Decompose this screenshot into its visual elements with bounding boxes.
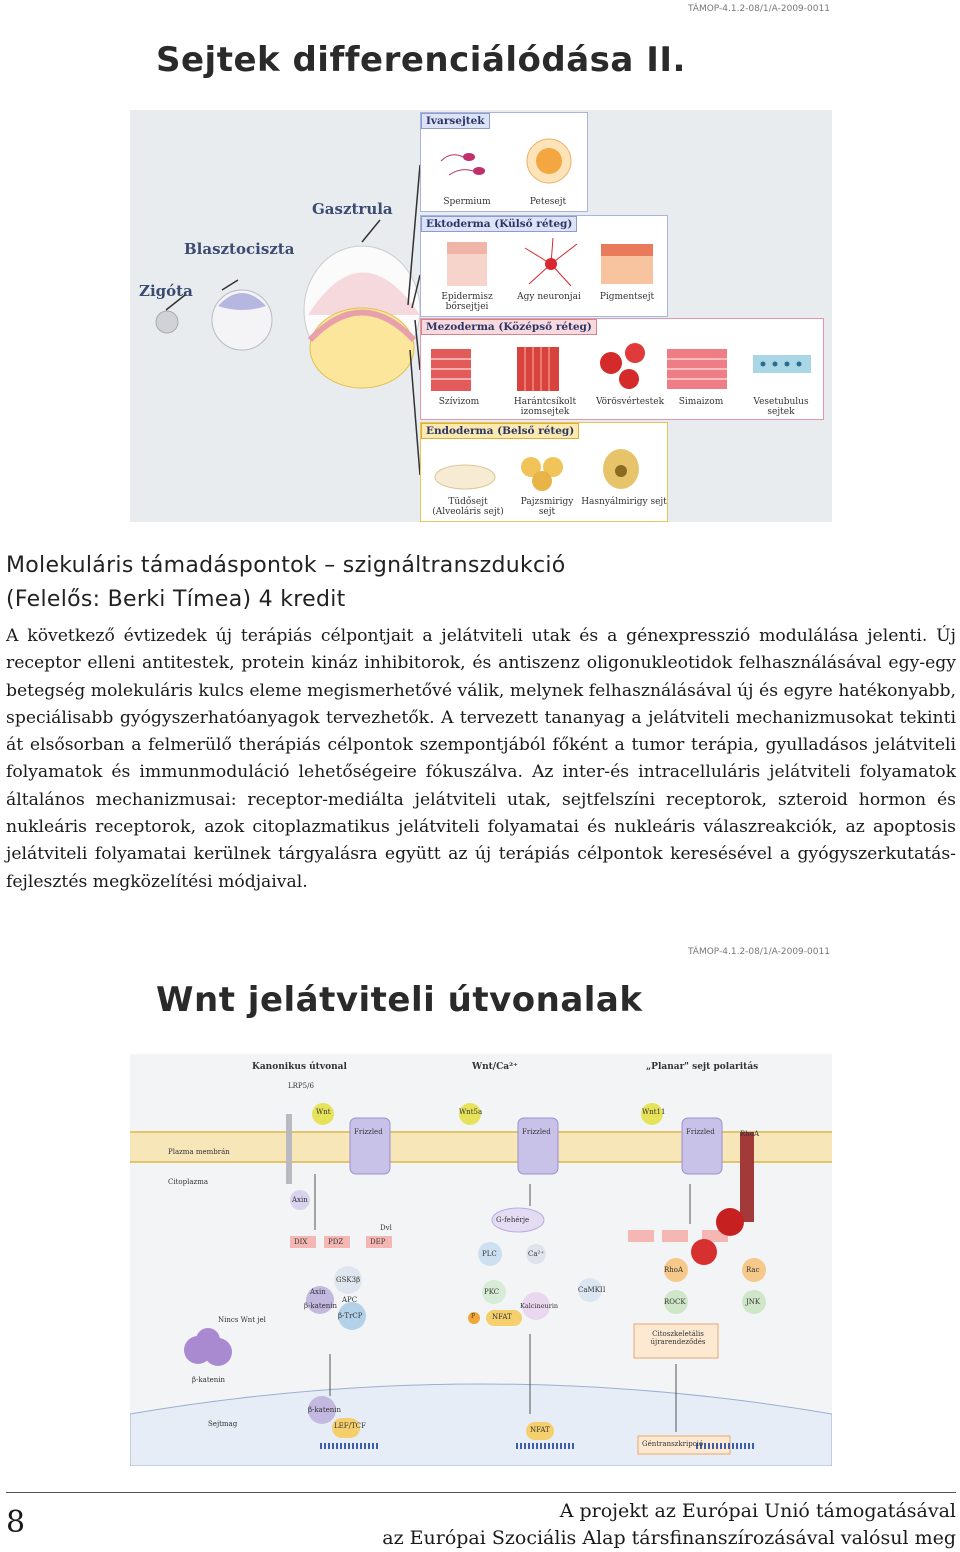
blastocyst-label: Blasztociszta	[184, 240, 295, 258]
lef-label: LEF/TCF	[334, 1422, 366, 1430]
wnt5a-label: Wnt5a	[459, 1108, 483, 1116]
bcat-label: β-katenin	[304, 1302, 338, 1310]
no-wnt-label: Nincs Wnt jel	[218, 1316, 266, 1324]
slide1-figure	[130, 110, 832, 522]
endoderm-panel	[420, 422, 668, 522]
col-wnt-ca: Wnt/Ca²⁺	[472, 1062, 518, 1072]
camkii-label: CaMKII	[578, 1286, 606, 1294]
cyto-remodel-label: Citoszkeletális újrarendeződés	[650, 1330, 706, 1346]
gsk-label: GSK3β	[336, 1276, 361, 1284]
endoderm-header: Endoderma (Belső réteg)	[421, 423, 579, 439]
calcineurin-label: Kalcineurin	[520, 1302, 559, 1310]
mesoderm-icons	[421, 339, 823, 395]
endo-item-1: Tüdősejt (Alveoláris sejt)	[432, 497, 504, 517]
germ-item-1: Spermium	[443, 197, 491, 207]
meso-item-5: Vesetubulus sejtek	[753, 397, 809, 417]
ectoderm-icons	[421, 234, 667, 292]
mesoderm-header: Mezoderma (Középső réteg)	[421, 319, 597, 335]
dix-label: DIX	[294, 1238, 308, 1246]
p-label: P	[471, 1313, 476, 1320]
slide2-title: Wnt jelátviteli útvonalak	[156, 980, 643, 1020]
col-planar: „Planar" sejt polaritás	[646, 1062, 759, 1072]
apc-label: APC	[342, 1296, 358, 1304]
ecto-item-2: Agy neuronjai	[517, 292, 581, 302]
footer-divider	[6, 1492, 956, 1493]
gprot-label: G-fehérje	[496, 1216, 530, 1224]
meso-item-2: Harántcsíkolt izomsejtek	[513, 397, 577, 417]
sperm-egg-icon	[421, 131, 587, 191]
endo-item-2: Pajzsmirigy sejt	[520, 497, 574, 517]
slide1-code: TÁMOP-4.1.2-08/1/A-2009-0011	[688, 4, 830, 14]
zygote-label: Zigóta	[139, 282, 193, 300]
germ-cells-header: Ivarsejtek	[421, 113, 490, 129]
membrane-label: Plazma membrán	[168, 1148, 230, 1156]
slide2-figure	[130, 1054, 832, 1466]
nucleus-label: Sejtmag	[208, 1420, 238, 1428]
gastrula-label: Gasztrula	[312, 200, 393, 218]
dvl-label: Dvl	[380, 1224, 392, 1232]
meso-item-1: Szívizom	[438, 397, 480, 407]
page-number: 8	[6, 1505, 26, 1540]
section-title-line1: Molekuláris támadáspontok – szignáltranszdukció	[6, 553, 566, 578]
ecto-item-1: Epidermisz bőrsejtjei	[441, 292, 493, 312]
footer-line1: A projekt az Európai Unió támogatásával	[559, 1500, 956, 1522]
rhoa2-label: RhoA	[664, 1266, 684, 1274]
pkc-label: PKC	[484, 1288, 500, 1296]
bcat2-label: β-katenin	[192, 1376, 226, 1384]
bcat3-label: β-katenin	[308, 1406, 342, 1414]
gene-label: Géntranszkripció	[642, 1440, 704, 1448]
germ-cells-panel	[420, 112, 588, 212]
ectoderm-header: Ektoderma (Külső réteg)	[421, 216, 577, 232]
section-paragraph: A következő évtizedek új terápiás célpontjait a jelátviteli utak és a génexpresszió modulálása jelenti. Új receptor elleni antitestek, protein kináz inhibitorok, és antiszenz oligonukleotidok felhasználásával egy-egy betegség molekuláris kulcs eleme megismerhetővé válik, melynek felhasználásával új és egyre hatékonyabb, speciálisabb gyógyszerhatóanyagok tervezhetők. A tervezett tananyag a jelátviteli mechanizmusokat tekinti át elsősorban a felmerülő therápiás célpontok szempontjából főként a tumor terápia, gyulladásos jelátviteli folyamatok és immunmoduláció lehetőségeire fókuszálva. Az inter-és intracelluláris jelátviteli folyamatok általános mechanizmusai: receptor-mediálta jelátviteli utak, sejtfelszíni receptorok, szteroid hormon és nukleáris receptorok, azok citoplazmatikus jelátviteli folyamatai és nukleáris válaszreakciók, az apoptosis jelátviteli folyamatai kerülnek tárgyalásra együtt az új terápiás célpontok keresésével a gyógyszerkutatás-fejlesztés megközelítési módjaival.	[6, 626, 956, 892]
ectoderm-panel	[420, 215, 668, 317]
rock-label: ROCK	[664, 1298, 686, 1306]
btrcp-label: β-TrCP	[338, 1312, 363, 1320]
germ-item-2: Petesejt	[529, 197, 567, 207]
wnt11-label: Wnt11	[642, 1108, 666, 1116]
frizzled-label-1: Frizzled	[354, 1128, 383, 1136]
footer-line2: az Európai Szociális Alap társfinanszírozásával valósul meg	[382, 1527, 956, 1549]
rhoa-label: RhoA	[740, 1130, 760, 1138]
lrp-label: LRP5/6	[288, 1082, 314, 1090]
nfat2-label: NFAT	[530, 1426, 550, 1434]
frizzled-label-3: Frizzled	[686, 1128, 715, 1136]
wnt-label: Wnt	[316, 1108, 331, 1116]
meso-item-4: Simaizom	[678, 397, 724, 407]
slide1-title: Sejtek differenciálódása II.	[156, 40, 686, 80]
ca-label: Ca²⁺	[528, 1250, 545, 1258]
mesoderm-panel	[420, 318, 824, 420]
cyto-label: Citoplazma	[168, 1178, 209, 1186]
endoderm-icons	[421, 445, 667, 493]
dep-label: DEP	[370, 1238, 386, 1246]
pdz-label: PDZ	[328, 1238, 344, 1246]
col-canonical: Kanonikus útvonal	[252, 1062, 347, 1072]
nfat-label: NFAT	[492, 1313, 512, 1321]
axin2-label: Axin	[310, 1288, 326, 1296]
ecto-item-3: Pigmentsejt	[599, 292, 655, 302]
axin-label: Axin	[292, 1196, 308, 1204]
endo-item-3: Hasnyálmirigy sejt	[581, 497, 667, 507]
frizzled-label-2: Frizzled	[522, 1128, 551, 1136]
slide2-code: TÁMOP-4.1.2-08/1/A-2009-0011	[688, 947, 830, 957]
section-title-line2: (Felelős: Berki Tímea) 4 kredit	[6, 587, 346, 612]
meso-item-3: Vörösvértestek	[595, 397, 665, 407]
plc-label: PLC	[482, 1250, 497, 1258]
rac-label: Rac	[746, 1266, 760, 1274]
jnk-label: JNK	[746, 1298, 761, 1306]
